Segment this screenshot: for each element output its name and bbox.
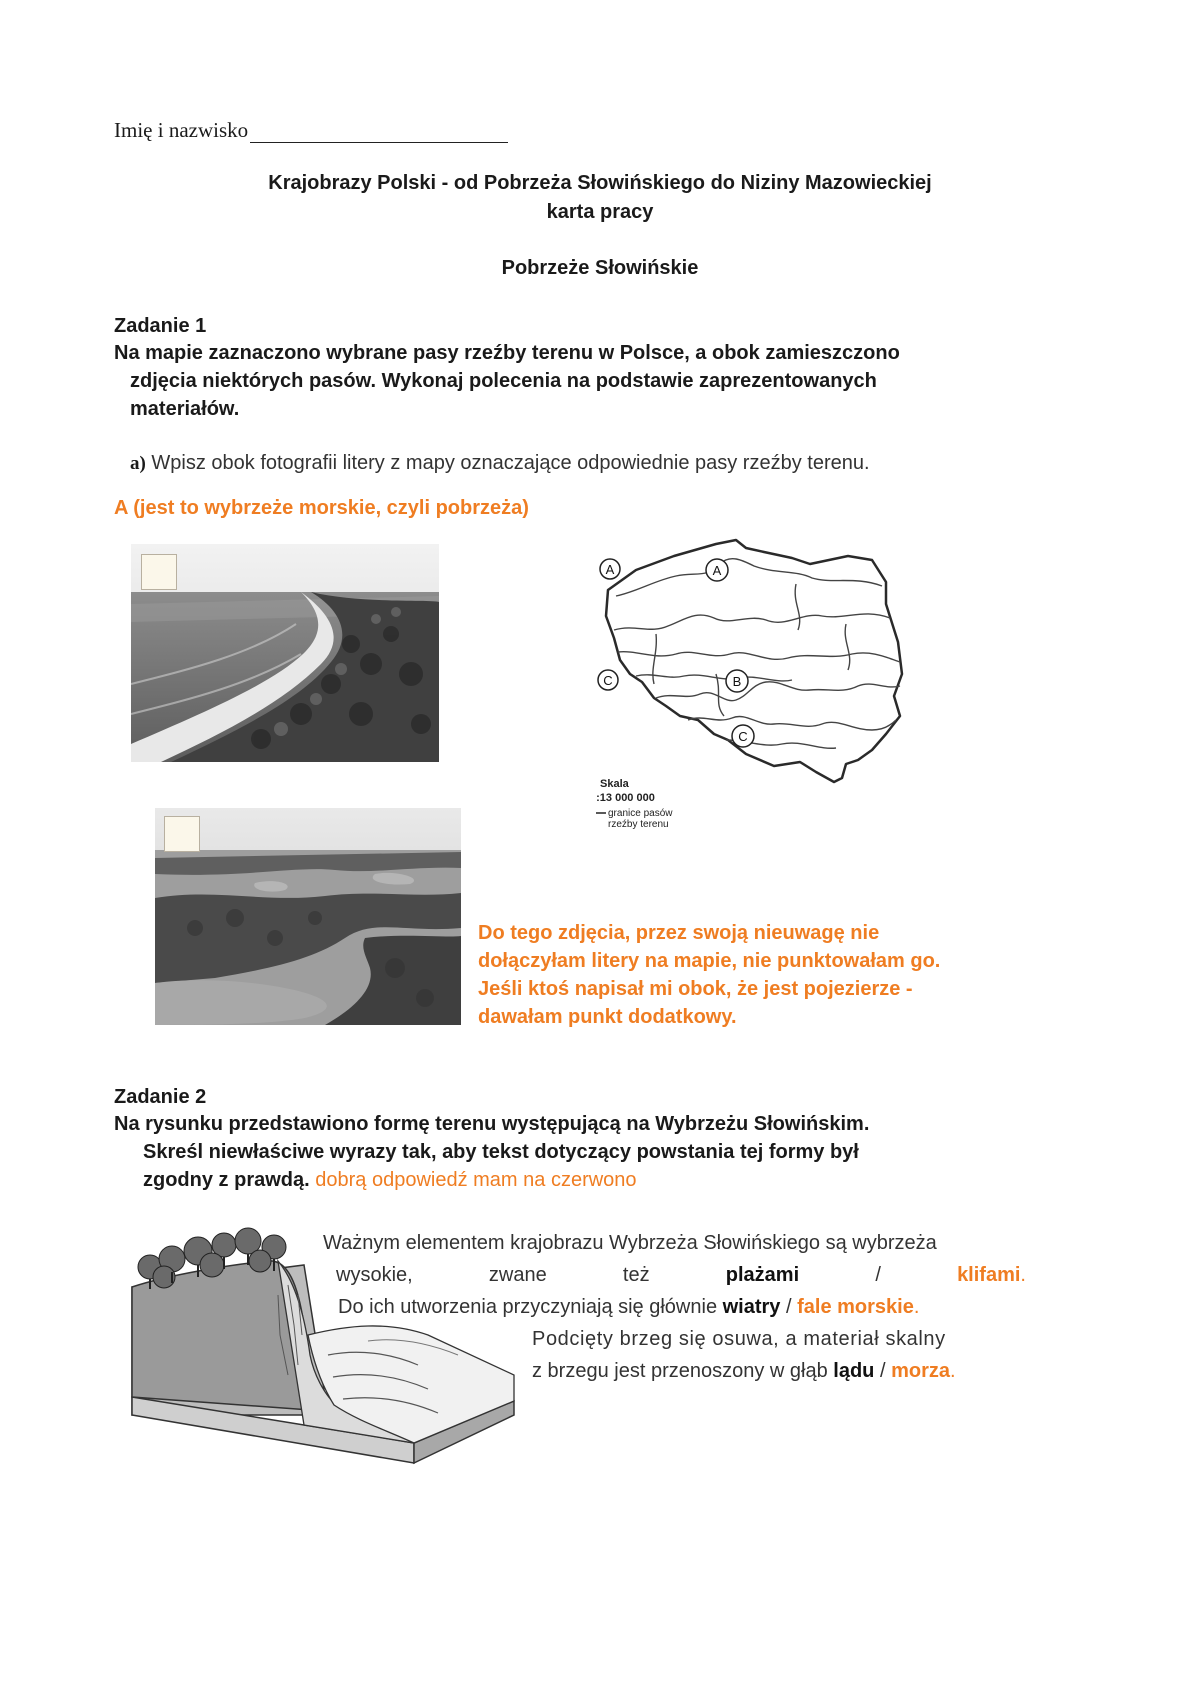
lakes-photo [155,808,461,1025]
coastline-photo [131,544,439,762]
task1-line: zdjęcia niektórych pasów. Wykonaj polecenia na podstawie zaprezentowanych [130,370,877,392]
name-field [114,118,508,143]
note-line: Jeśli ktoś napisał mi obok, że jest pojezierze - [478,978,913,1000]
task1-subtask-a [130,452,870,475]
map-letter: B [732,674,742,689]
option-beaches[interactable]: plażami [725,1264,800,1286]
word: też [622,1264,650,1286]
paragraph-line [323,1232,1093,1264]
task2-paragraph [323,1232,1093,1264]
paragraph-text: Podcięty brzeg się osuwa, a materiał skalny [532,1328,946,1350]
map-legend-line2: rzeźby terenu [608,819,669,830]
map-letter: A [712,563,722,578]
paragraph-line [336,1264,1026,1287]
task2-line: Na rysunku przedstawiono formę terenu występującą na Wybrzeżu Słowińskim. [114,1113,870,1135]
map-letter: C [738,729,748,744]
paragraph-line [532,1328,1080,1351]
paragraph-text: Do ich utworzenia przyczyniają się głównie [338,1296,718,1318]
task2-line-bold: zgodny z prawdą. [143,1169,310,1191]
answer-box[interactable] [164,816,200,852]
slash: / [875,1264,881,1286]
paragraph-text: Ważnym elementem krajobrazu Wybrzeża Słowińskiego są wybrzeża [323,1232,937,1254]
teacher-note [478,919,940,1031]
note-line: Do tego zdjęcia, przez swoją nieuwagę nie [478,922,880,944]
subtask-text: Wpisz obok fotografii litery z mapy oznaczające odpowiednie pasy rzeźby terenu. [151,452,870,474]
subtask-label: a) [130,453,146,474]
task1-line: Na mapie zaznaczono wybrane pasy rzeźby terenu w Polsce, a obok zamieszczono [114,342,900,364]
task2-line: Skreśl niewłaściwe wyrazy tak, aby tekst dotyczący powstania tej formy był [143,1141,859,1163]
word: zwane [488,1264,547,1286]
name-label: Imię i nazwisko [114,118,249,142]
slash: / [786,1296,792,1318]
answer-box[interactable] [141,554,177,590]
task2-line [143,1169,637,1192]
paragraph-text: z brzegu jest przenoszony w głąb [532,1360,828,1382]
task1-answer: A (jest to wybrzeże morskie, czyli pobrzeża) [114,497,529,519]
period: . [950,1360,956,1382]
section-title: Pobrzeże Słowińskie [501,257,699,279]
option-cliffs[interactable]: klifami [957,1264,1021,1286]
slash: / [879,1360,886,1382]
period: . [913,1296,920,1318]
map-letter: A [605,562,615,577]
map-scale-label: Skala [600,778,629,790]
word: wysokie, [336,1264,413,1286]
name-input-line[interactable] [250,124,508,143]
note-line: dawałam punkt dodatkowy. [478,1006,737,1028]
option-sea[interactable]: morza [891,1360,950,1382]
page-title: Krajobrazy Polski - od Pobrzeża Słowińskiego do Niziny Mazowieckiej [268,172,932,194]
note-line: dołączyłam litery na mapie, nie punktowałam go. [478,950,941,972]
paragraph-line [338,1296,919,1319]
task1-heading: Zadanie 1 [114,315,207,337]
period: . [1020,1264,1026,1286]
map-legend-line1: granice pasów [608,808,673,819]
map-letter: C [603,673,613,688]
option-sea-waves[interactable]: fale morskie [797,1296,914,1318]
map-scale-value: 1:13 000 000 [596,792,655,804]
poland-relief-map [596,534,908,834]
task2-heading: Zadanie 2 [114,1086,207,1108]
option-land[interactable]: lądu [833,1360,875,1382]
task1-line: materiałów. [130,398,240,420]
option-winds[interactable]: wiatry [722,1296,781,1318]
paragraph-line [532,1360,956,1383]
page-subtitle: karta pracy [546,201,654,223]
task2-answer-note: dobrą odpowiedź mam na czerwono [315,1169,637,1191]
